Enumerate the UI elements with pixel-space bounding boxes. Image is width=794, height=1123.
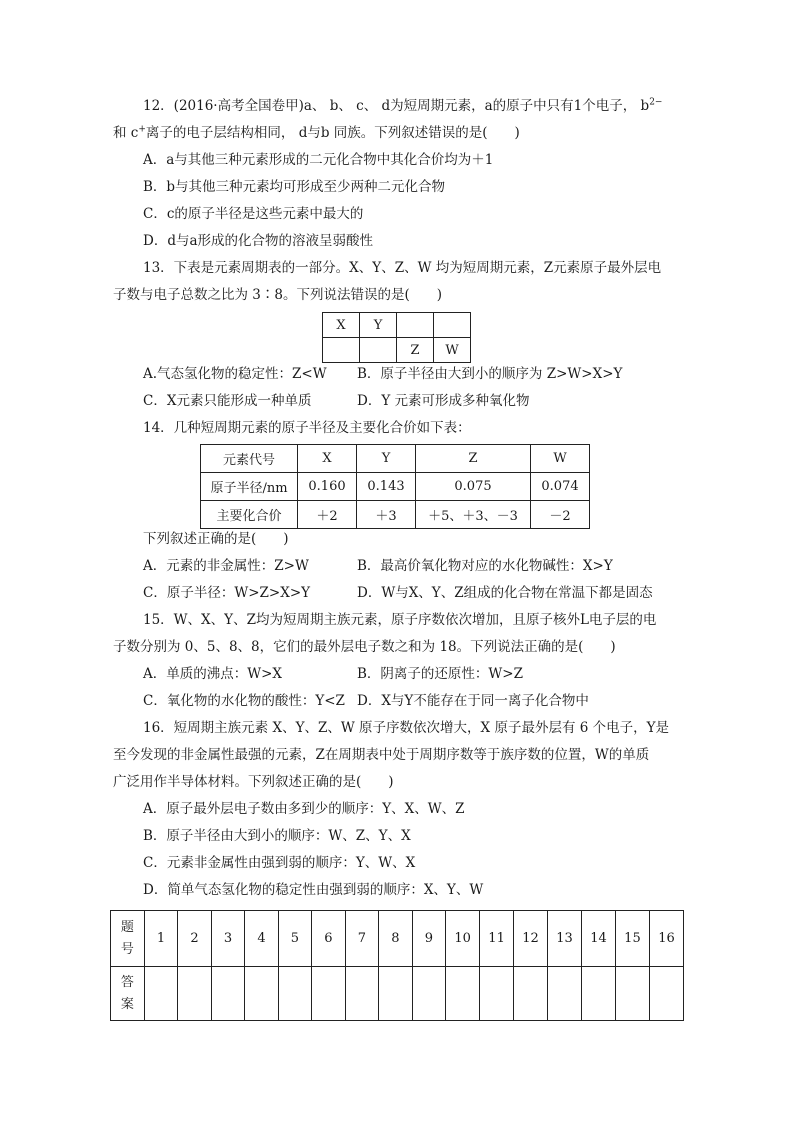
question-number: 6 [312, 911, 345, 967]
table-cell: ＋2 [298, 501, 357, 529]
table-cell: 0.075 [416, 473, 531, 501]
table-cell: 0.074 [531, 473, 590, 501]
table-cell: X [323, 313, 360, 338]
q16-option-c: C．元素非金属性由强到弱的顺序：Y、W、X [143, 855, 416, 871]
question-number: 9 [412, 911, 445, 967]
q16-line3: 广泛用作半导体材料。下列叙述正确的是( ) [113, 774, 394, 790]
q12-line1: 12．(2016·高考全国卷甲)a、 b、 c、 d为短周期元素，a的原子中只有1个电子， $b^{2-}$ [143, 97, 663, 114]
table-header-row [201, 445, 590, 473]
q15-options-cd [143, 692, 589, 710]
answer-cell[interactable] [582, 967, 616, 1021]
q13-option-a: A.气态氢化物的稳定性：Z<W [143, 366, 327, 382]
q15-option-a: A．单质的沸点：W>X [143, 666, 283, 682]
answer-cell[interactable] [649, 967, 683, 1021]
table-cell: W [434, 338, 471, 363]
q13-option-c: C．X元素只能形成一种单质 [143, 393, 312, 409]
question-number: 4 [245, 911, 278, 967]
table-row [201, 473, 590, 501]
q14-options-ab [143, 557, 613, 575]
q14-option-b: B．最高价氧化物对应的水化物碱性：X>Y [357, 558, 613, 574]
answer-table [110, 910, 684, 1021]
question-number: 10 [446, 911, 480, 967]
element-properties-table [200, 444, 590, 529]
q12-option-b: B．b与其他三种元素均可形成至少两种二元化合物 [143, 179, 446, 195]
table-row [323, 313, 471, 338]
q14-prompt: 下列叙述正确的是( ) [143, 531, 289, 547]
q15-options-ab [143, 665, 523, 683]
q13-option-d: D．Y 元素可形成多种氧化物 [357, 393, 530, 409]
table-cell [360, 338, 397, 363]
question-number: 16 [649, 911, 683, 967]
answer-cell[interactable] [379, 967, 412, 1021]
table-header: X [298, 445, 357, 473]
answer-cell[interactable] [615, 967, 649, 1021]
q13-options-ab [143, 365, 623, 383]
q14-option-d: D．W与X、Y、Z组成的化合物在常温下都是固态 [357, 585, 653, 601]
table-cell: Z [397, 338, 434, 363]
table-header: Z [416, 445, 531, 473]
table-header: 元素代号 [201, 445, 298, 473]
q15-line1: 15．W、X、Y、Z均为短周期主族元素，原子序数依次增加，且原子核外L电子层的电 [143, 612, 657, 628]
table-row [201, 501, 590, 529]
q14-option-c: C．原子半径：W>Z>X>Y [143, 585, 311, 601]
q13-line1: 13．下表是元素周期表的一部分。X、Y、Z、W 均为短周期元素，Z元素原子最外层电 [143, 260, 662, 276]
table-cell: ＋5、＋3、－3 [416, 501, 531, 529]
q16-option-a: A．原子最外层电子数由多到少的顺序：Y、X、W、Z [143, 801, 465, 817]
question-number: 1 [144, 911, 177, 967]
q12-option-d: D．d与a形成的化合物的溶液呈弱酸性 [143, 233, 374, 249]
answer-cell[interactable] [446, 967, 480, 1021]
question-number: 12 [514, 911, 548, 967]
answer-cell[interactable] [345, 967, 378, 1021]
table-cell [434, 313, 471, 338]
q12-option-a: A．a与其他三种元素形成的二元化合物中其化合价均为＋1 [143, 152, 494, 168]
question-number: 2 [178, 911, 211, 967]
answer-cell[interactable] [312, 967, 345, 1021]
table-cell: 0.160 [298, 473, 357, 501]
q16-option-b: B．原子半径由大到小的顺序：W、Z、Y、X [143, 828, 411, 844]
answer-cell[interactable] [412, 967, 445, 1021]
question-number: 14 [582, 911, 616, 967]
answer-header: 答 案 [111, 967, 145, 1021]
q14-options-cd [143, 584, 653, 602]
answer-cell[interactable] [514, 967, 548, 1021]
table-cell: 原子半径/nm [201, 473, 298, 501]
answer-input-row [111, 967, 684, 1021]
q12-option-c: C．c的原子半径是这些元素中最大的 [143, 206, 364, 222]
answer-cell[interactable] [245, 967, 278, 1021]
question-number-header: 题 号 [111, 911, 145, 967]
table-cell [397, 313, 434, 338]
periodic-table-fragment [322, 312, 471, 363]
question-number: 15 [615, 911, 649, 967]
table-header: Y [357, 445, 416, 473]
question-number: 13 [548, 911, 582, 967]
question-number: 11 [480, 911, 514, 967]
q15-line2: 子数分别为 0、5、8、8，它们的最外层电子数之和为 18。下列说法正确的是( ) [113, 639, 616, 655]
q16-line1: 16．短周期主族元素 X、Y、Z、W 原子序数依次增大，X 原子最外层有 6 个电子，Y是 [143, 720, 670, 736]
table-cell: ＋3 [357, 501, 416, 529]
answer-cell[interactable] [480, 967, 514, 1021]
table-row [323, 338, 471, 363]
table-cell: －2 [531, 501, 590, 529]
q16-line2: 至今发现的非金属性最强的元素，Z在周期表中处于周期序数等于族序数的位置，W的单质 [113, 747, 650, 763]
q13-option-b: B．原子半径由大到小的顺序为 Z>W>X>Y [357, 366, 623, 382]
table-cell: 主要化合价 [201, 501, 298, 529]
q12-line2: 和 c+离子的电子层结构相同， d与b 同族。下列叙述错误的是( ) [113, 124, 520, 141]
table-header: W [531, 445, 590, 473]
q13-line2: 子数与电子总数之比为 3∶8。下列说法错误的是( ) [113, 287, 443, 303]
q15-option-d: D．X与Y不能存在于同一离子化合物中 [357, 693, 589, 709]
q14-option-a: A．元素的非金属性：Z>W [143, 558, 309, 574]
question-number: 7 [345, 911, 378, 967]
q14-line1: 14．几种短周期元素的原子半径及主要化合价如下表： [143, 420, 471, 436]
table-cell: 0.143 [357, 473, 416, 501]
answer-cell[interactable] [548, 967, 582, 1021]
question-number: 3 [211, 911, 244, 967]
answer-cell[interactable] [278, 967, 311, 1021]
q15-option-c: C．氧化物的水化物的酸性：Y<Z [143, 693, 345, 709]
question-number: 8 [379, 911, 412, 967]
table-cell: Y [360, 313, 397, 338]
answer-cell[interactable] [144, 967, 177, 1021]
q16-option-d: D．简单气态氢化物的稳定性由强到弱的顺序：X、Y、W [143, 882, 484, 898]
answer-cell[interactable] [178, 967, 211, 1021]
answer-number-row [111, 911, 684, 967]
q15-option-b: B．阴离子的还原性：W>Z [357, 666, 523, 682]
table-cell [323, 338, 360, 363]
question-number: 5 [278, 911, 311, 967]
q13-options-cd [143, 392, 530, 410]
answer-cell[interactable] [211, 967, 244, 1021]
